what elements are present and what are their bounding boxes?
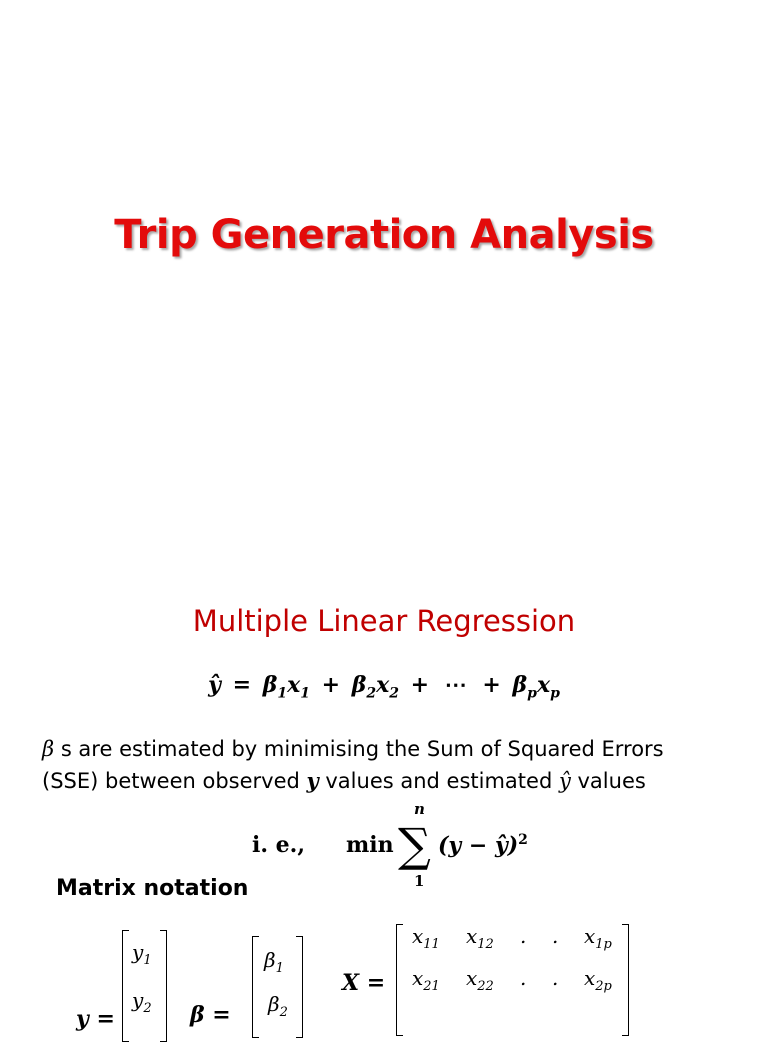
- y2-entry: $y_2$: [132, 988, 152, 1016]
- sum-lower-limit: 1: [414, 872, 425, 890]
- beta-right-bracket: [296, 936, 303, 1038]
- y-left-bracket: [122, 930, 129, 1042]
- x2-dot1: .: [520, 966, 527, 990]
- y-right-bracket: [160, 930, 167, 1042]
- x22-entry: $x_{22}$: [466, 966, 494, 994]
- sse-expression: (y − ŷ)$^2$: [438, 832, 528, 859]
- beta1-entry: $\beta_1$: [264, 948, 284, 976]
- min-label: min: [346, 832, 394, 858]
- sum-upper-limit: n: [414, 800, 425, 818]
- x1-dot2: .: [552, 924, 559, 948]
- x11-entry: $x_{11}$: [412, 924, 440, 952]
- beta-vector-label: β =: [190, 1002, 231, 1028]
- slide-title: Trip Generation Analysis: [114, 212, 654, 258]
- beta-left-bracket: [252, 936, 259, 1038]
- regression-equation: ŷ = $\beta_1x_1 + \beta_2x_2$ + ⋯ + $\beta_px_p$: [208, 672, 560, 702]
- y1-entry: $y_1$: [132, 940, 152, 968]
- section-heading: Multiple Linear Regression: [192, 604, 576, 638]
- x1p-entry: $x_{1p}$: [584, 924, 612, 952]
- x-right-bracket: [622, 924, 629, 1036]
- beta2-entry: $\beta_2$: [268, 992, 288, 1020]
- x1-dot1: .: [520, 924, 527, 948]
- y-vector-label: y =: [76, 1006, 115, 1032]
- x2p-entry: $x_{2p}$: [584, 966, 612, 994]
- x2-dot2: .: [552, 966, 559, 990]
- sum-sign: ∑: [398, 818, 431, 872]
- x-matrix-label: X =: [342, 970, 386, 996]
- ie-label: i. e.,: [252, 832, 305, 858]
- description-paragraph: β s are estimated by minimising the Sum of Squared Errors (SSE) between observed y values and estimated ŷ values: [42, 737, 664, 793]
- x21-entry: $x_{21}$: [412, 966, 440, 994]
- yhat: ŷ: [208, 672, 221, 698]
- x-left-bracket: [396, 924, 403, 1036]
- x12-entry: $x_{12}$: [466, 924, 494, 952]
- matrix-notation-label: Matrix notation: [56, 876, 249, 901]
